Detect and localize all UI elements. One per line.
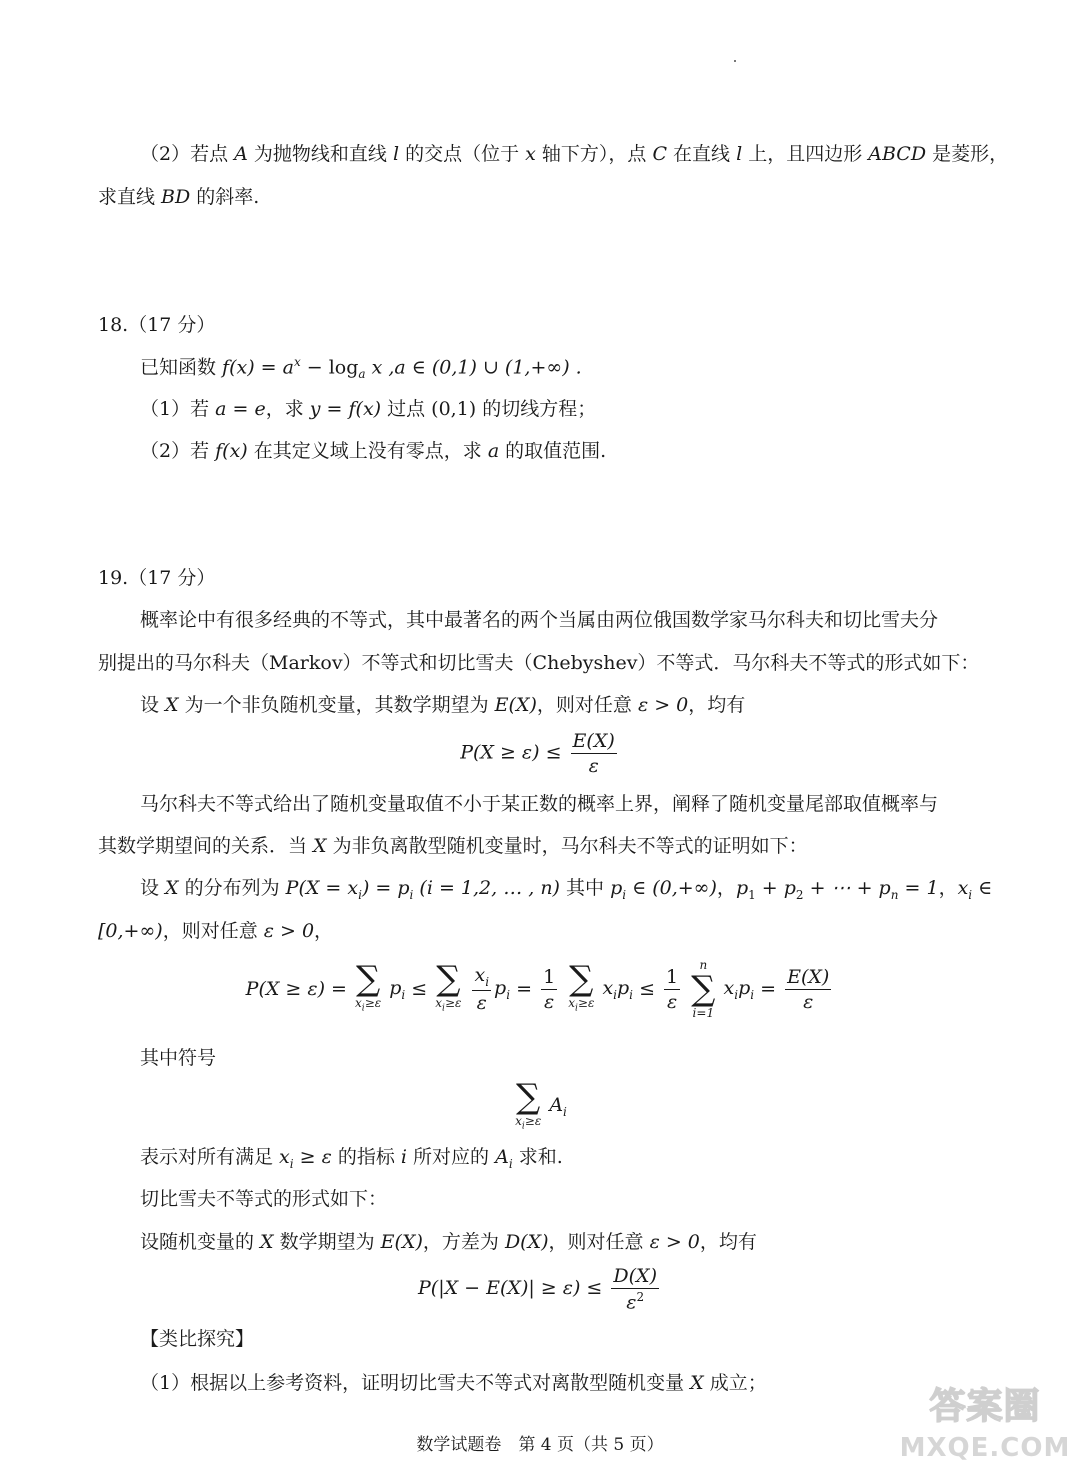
q19-sum-description: 表示对所有满足 $x_i \ge \varepsilon$ 的指标 i 所对应的 $A_i$ 求和. (140, 1146, 563, 1171)
markov-proof-formula: P(X ≥ ε) = ∑ $x_i\ge\varepsilon$ $p_i$ ≤ ∑ $x_i\ge\varepsilon$ $\frac{x_i}{\varepsilon}$ $p_i$ = $\frac{1}{\varepsilon}$ ∑ $x_i\ge\varepsilon$ $x_ip_i$ ≤ $\frac{1}{\varepsilon}$ n ∑ i=1 $x_ip_i$ = $\frac{E(X)}{\varepsilon}$ (245, 958, 830, 1020)
section-heading: 【类比探究】 (140, 1328, 255, 1350)
q18-part1: （1）若 a = e，求 y = f(x) 过点 (0,1) 的切线方程； (140, 398, 597, 420)
q19-distribution-line: 设 X 的分布列为 $P(X = x_i) = p_i$ (i = 1,2, … , n) 其中 $p_i$ ∈ (0,+∞)，$p_1 + p_2$ + ⋯ + $p_n = 1$，$x_i$ ∈ (140, 877, 993, 902)
watermark-icon (900, 1378, 1070, 1464)
q19-header: 19.（17 分） (98, 567, 216, 589)
q19-chebyshev-setup: 设随机变量的 X 数学期望为 E(X)，方差为 D(X)，则对任意 ε > 0，均有 (140, 1231, 757, 1253)
q19-chebyshev-title: 切比雪夫不等式的形式如下： (140, 1188, 388, 1210)
page-footer: 数学试题卷 第 4 页（共 5 页） (416, 1435, 664, 1455)
q19-markov-setup: 设 X 为一个非负随机变量，其数学期望为 E(X)，则对任意 ε > 0，均有 (140, 694, 746, 716)
q19-para2-1: 马尔科夫不等式给出了随机变量取值不小于某正数的概率上界，阐释了随机变量尾部取值概率与 (140, 793, 939, 815)
q18-header: 18.（17 分） (98, 314, 216, 336)
q18-part2: （2）若 f(x) 在其定义域上没有零点，求 a 的取值范围. (140, 440, 607, 462)
scan-dot (734, 60, 736, 62)
q19-distribution-line2: [0,+∞)，则对任意 ε > 0， (98, 920, 334, 942)
q19-symbol-note: 其中符号 (140, 1047, 217, 1069)
q19-intro-2: 别提出的马尔科夫（Markov）不等式和切比雪夫（Chebyshev）不等式．马尔科夫不等式的形式如下： (98, 652, 980, 674)
q17-part2-line2: 求直线 BD 的斜率. (98, 186, 260, 208)
q18-stem: 已知函数 $f(x) = a^x - \log_a x$ ,a ∈ (0,1) ∪ (1,+∞) . (140, 355, 582, 382)
svg-text:答案圈: 答案圈 (929, 1386, 1041, 1427)
sum-symbol-formula: ∑ $x_i\ge\varepsilon$ $A_i$ (515, 1077, 567, 1132)
svg-text:MXQE.COM: MXQE.COM (900, 1433, 1070, 1463)
q19-intro-1: 概率论中有很多经典的不等式，其中最著名的两个当属由两位俄国数学家马尔科夫和切比雪夫分 (140, 609, 939, 631)
q19-para2-2: 其数学期望间的关系．当 X 为非负离散型随机变量时，马尔科夫不等式的证明如下： (98, 835, 808, 857)
q17-part2-line1: （2）若点 A 为抛物线和直线 l 的交点（位于 x 轴下方），点 C 在直线 l 上，且四边形 ABCD 是菱形， (140, 143, 1009, 165)
q19-task1: （1）根据以上参考资料，证明切比雪夫不等式对离散型随机变量 X 成立； (140, 1372, 767, 1394)
chebyshev-formula: P(|X − E(X)| ≥ ε) ≤ $\frac{D(X)}{\varepsilon^2}$ (418, 1265, 657, 1314)
watermark-logo (900, 1378, 1070, 1473)
markov-formula: P(X ≥ ε) ≤ $\frac{E(X)}{\varepsilon}$ (460, 730, 615, 777)
